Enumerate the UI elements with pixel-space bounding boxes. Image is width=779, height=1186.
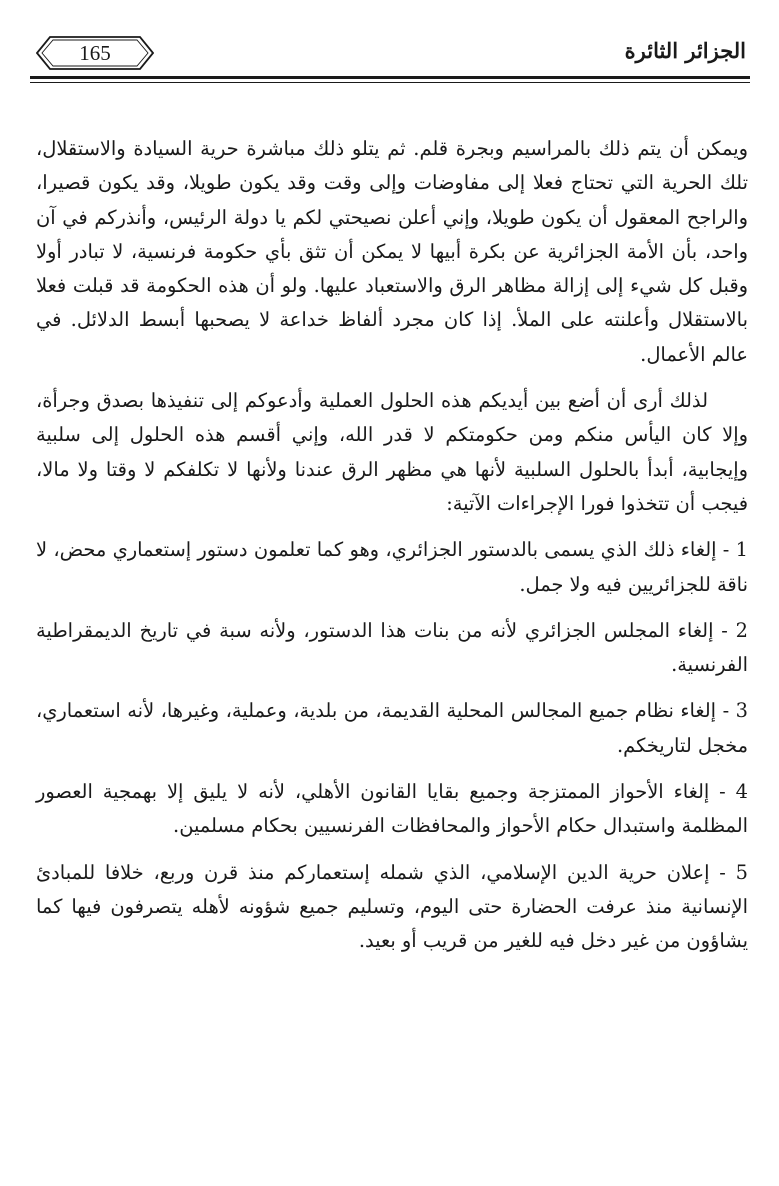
running-header [30,30,750,74]
body-text [36,132,748,971]
page-number: 165 [79,41,111,65]
list-item: 1 - إلغاء ذلك الذي يسمى بالدستور الجزائري، وهو كما تعلمون دستور إستعماري محض، لا ناقة للجزائريين فيه ولا جمل. [36,538,748,596]
paragraph: لذلك أرى أن أضع بين أيديكم هذه الحلول العملية وأدعوكم إلى تنفيذها بصدق وجرأة، وإلا كان اليأس منكم ومن حكومتكم لا قدر الله، وإني أقسم هذه الحلول إلى سلبية وإيجابية، أبدأ بالحلول السلبية لأنها هي مظهر الرق عندنا ولأنها لا تكلفكم لا وقتا ولا مالا، فيجب أن تتخذوا فورا الإجراءات الآتية: [36,389,748,515]
paragraph: ويمكن أن يتم ذلك بالمراسيم وبجرة قلم. ثم يتلو ذلك مباشرة حرية السيادة والاستقلال، تلك الحرية التي تحتاج فعلا إلى مفاوضات وإلى وقت وقد يكون طويلا، وقد يكون قصيرا، والراجح المعقول أن يكون طويلا، وإني أعلن نصيحتي لكم يا دولة الرئيس، وأنذركم في آن واحد، بأن الأمة الجزائرية عن بكرة أبيها لا يمكن أن تثق بأي حكومة فرنسية، لا تبادر أولا وقبل كل شيء إلى إزالة مظاهر الرق والاستعباد عليها. ولو أن هذه الحكومة قد قبلت فعلا بالاستقلال وأعلنته على الملأ. إذا كان مجرد ألفاظ خداعة لا يصحبها أبسط الدلائل. في عالم الأعمال. [36,137,748,366]
running-title: الجزائر الثائرة [624,38,746,63]
list-item: 2 - إلغاء المجلس الجزائري لأنه من بنات هذا الدستور، ولأنه سبة في تاريخ الديمقراطية الفرنسية. [36,618,748,677]
header-rule-thick [30,76,750,79]
header-rule-thin [30,82,750,83]
page-number-ornament [36,36,154,70]
list-item: 3 - إلغاء نظام جميع المجالس المحلية القديمة، من بلدية، وعملية، وغيرها، لأنه استعماري، مخجل لتاريخكم. [36,699,748,757]
list-item: 5 - إعلان حرية الدين الإسلامي، الذي شمله إستعماركم منذ قرن وربع، خلافا للمبادئ الإنسانية منذ عرفت الحضارة حتى اليوم، وتسليم جميع شؤونه لأهله يتصرفون فيها كما يشاؤون من غير دخل فيه للغير من قريب أو بعيد. [36,860,748,953]
list-item: 4 - إلغاء الأحواز الممتزجة وجميع بقايا القانون الأهلي، لأنه لا يليق إلا بهمجية العصور المظلمة واستبدال حكام الأحواز والمحافظات الفرنسيين بحكام مسلمين. [36,780,748,838]
